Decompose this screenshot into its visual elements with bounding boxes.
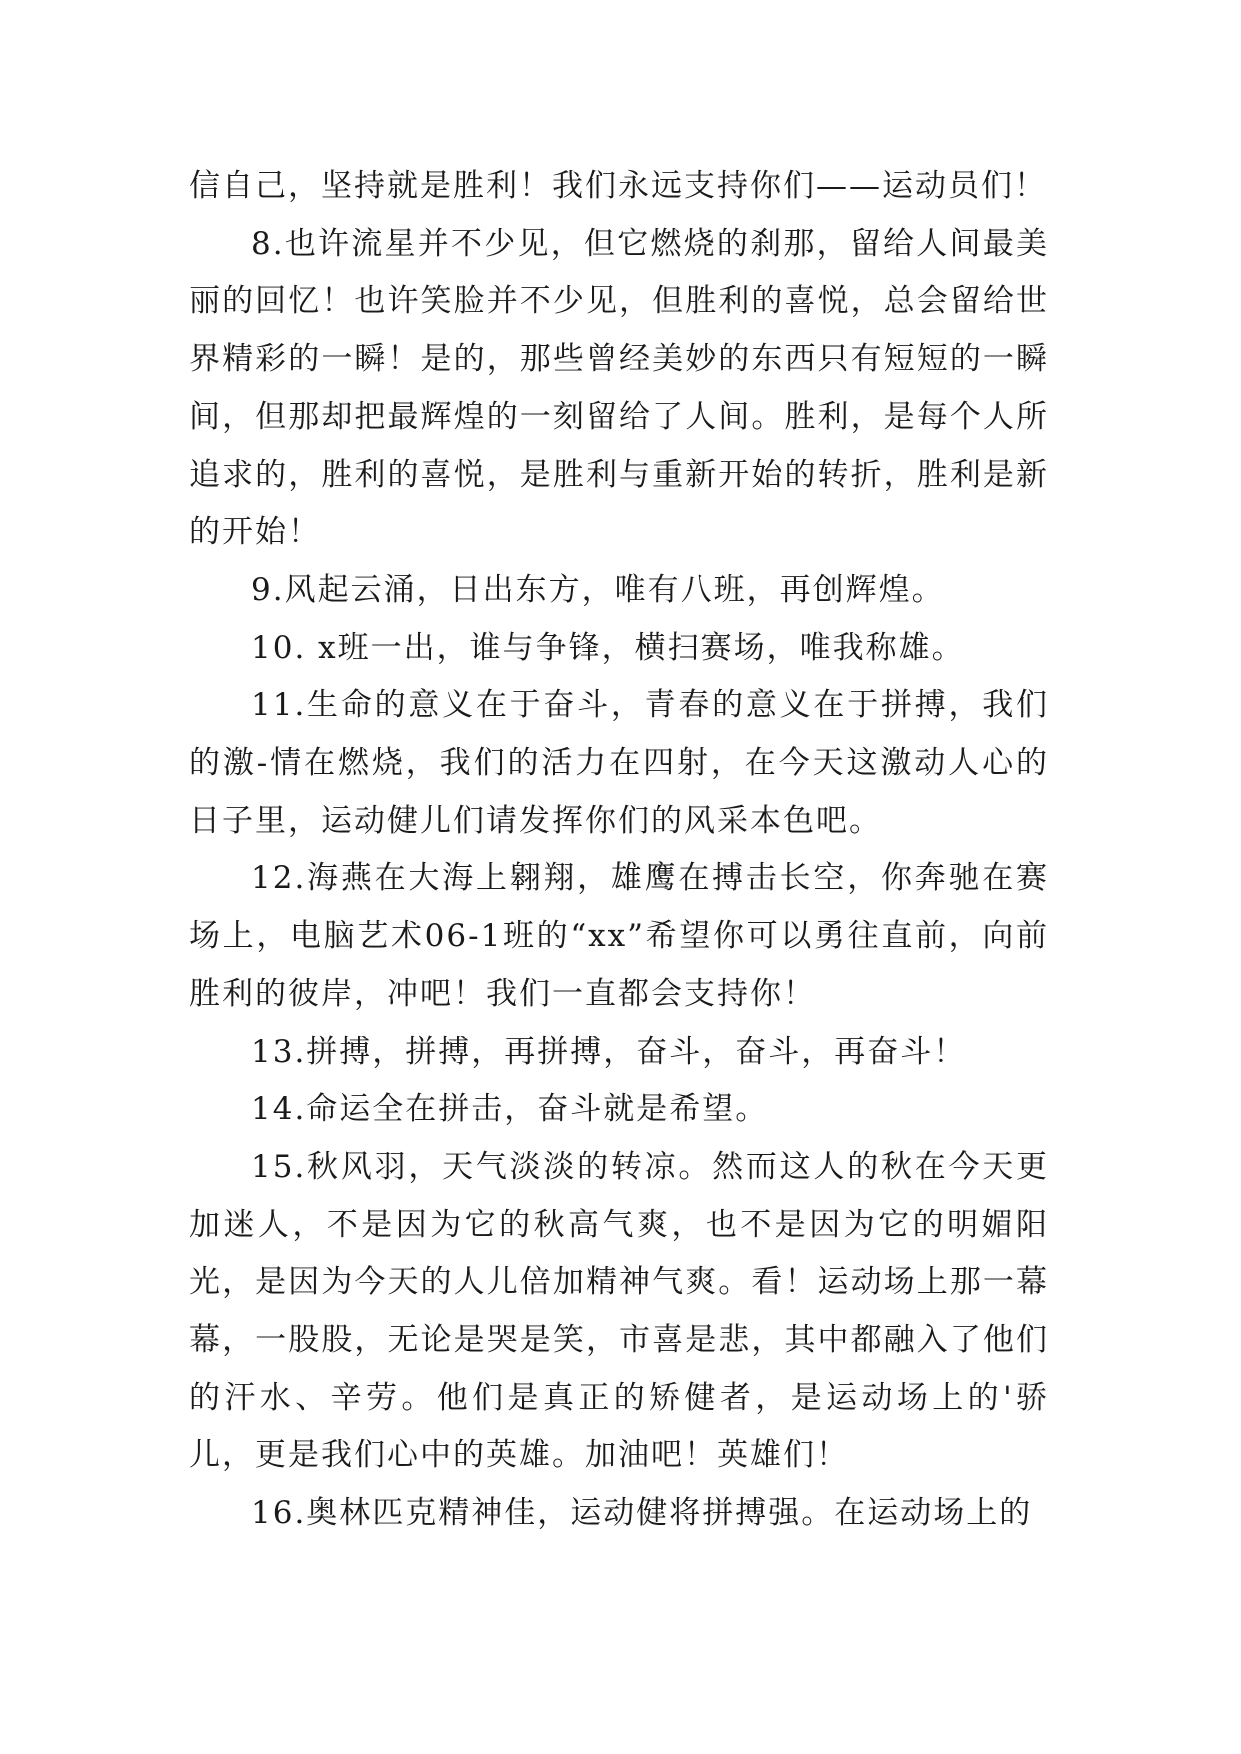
paragraph-10: 10. x班一出，谁与争锋，横扫赛场，唯我称雄。 — [251, 629, 965, 666]
paragraph-16: 16.奥林匹克精神佳，运动健将拼搏强。在运动场上的 — [251, 1495, 1033, 1532]
paragraph-continuation: 信自己，坚持就是胜利！我们永远支持你们——运动员们！ — [189, 168, 1047, 204]
paragraph-11: 11.生命的意义在于奋斗，青春的意义在于拼搏，我们的激-情在燃烧，我们的活力在四射，在今天这激动人心的日子里，运动健儿们请发挥你们的风采本色吧。 — [189, 687, 1049, 839]
paragraph-8: 8.也许流星并不少见，但它燃烧的刹那，留给人间最美丽的回忆！也许笑脸并不少见，但胜利的喜悦，总会留给世界精彩的一瞬！是的，那些曾经美妙的东西只有短短的一瞬间，但那却把最辉煌的一刻留给了人间。胜利，是每个人所追求的，胜利的喜悦，是胜利与重新开始的转折，胜利是新的开始！ — [189, 225, 1049, 551]
paragraph-15: 15.秋风羽，天气淡淡的转凉。然而这人的秋在今天更加迷人，不是因为它的秋高气爽，也不是因为它的明媚阳光，是因为今天的人儿倍加精神气爽。看！运动场上那一幕幕，一股股，无论是哭是笑，市喜是悲，其中都融入了他们的汗水、辛劳。他们是真正的矫健者，是运动场上的'骄儿，更是我们心中的英雄。加油吧！英雄们！ — [189, 1148, 1049, 1474]
document-body — [189, 158, 1049, 1543]
paragraph-13: 13.拼搏，拼搏，再拼搏，奋斗，奋斗，再奋斗！ — [251, 1033, 967, 1070]
paragraph-14: 14.命运全在拼击，奋斗就是希望。 — [251, 1091, 769, 1128]
paragraph-9: 9.风起云涌，日出东方，唯有八班，再创辉煌。 — [251, 571, 945, 608]
paragraph-12: 12.海燕在大海上翱翔，雄鹰在搏击长空，你奔驰在赛场上，电脑艺术06-1班的“xx”希望你可以勇往直前，向前胜利的彼岸，冲吧！我们一直都会支持你！ — [189, 860, 1049, 1012]
